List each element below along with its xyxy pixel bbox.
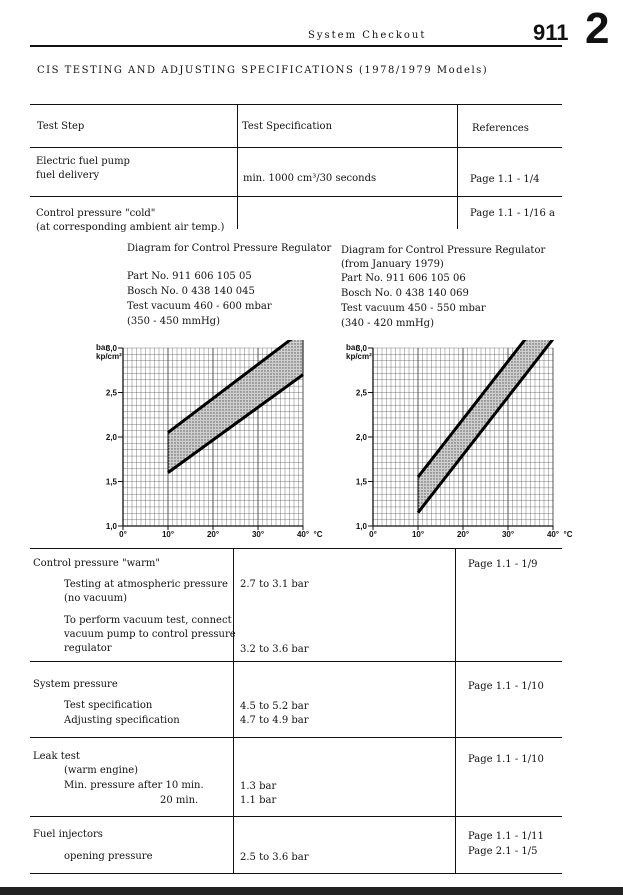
- leak-spec1: 1.3 bar: [240, 781, 277, 792]
- injectors-sub1: opening pressure: [64, 851, 153, 862]
- warm-sub2-line2: vacuum pump to control pressure: [64, 629, 236, 640]
- x-tick-label: 30°: [501, 530, 515, 539]
- page-bottom-bar: [0, 887, 623, 895]
- x-tick-label: 40°: [546, 530, 560, 539]
- diagram-right-vacuum: Test vacuum 450 - 550 mbar: [341, 303, 486, 314]
- diagram-left-title: Diagram for Control Pressure Regulator: [127, 243, 332, 254]
- warm-sub2-line3: regulator: [64, 643, 112, 654]
- x-tick-label: 30°: [251, 530, 265, 539]
- system-step: System pressure: [33, 679, 118, 690]
- warm-sub2-line1: To perform vacuum test, connect: [64, 615, 232, 626]
- leak-ref: Page 1.1 - 1/10: [468, 754, 544, 765]
- y-tick-label: 2,0: [105, 433, 117, 442]
- diagram-left-mmhg: (350 - 450 mmHg): [127, 316, 220, 327]
- leak-spec2: 1.1 bar: [240, 795, 277, 806]
- y-tick-label: 2,5: [105, 388, 117, 398]
- fuel-pump-step-1: Electric fuel pump: [36, 156, 130, 167]
- leak-step: Leak test: [33, 751, 80, 762]
- fuel-pump-ref: Page 1.1 - 1/4: [470, 174, 540, 185]
- system-sub2: Adjusting specification: [64, 715, 180, 726]
- leak-sub3: 20 min.: [160, 795, 199, 806]
- x-unit-label: °C: [313, 530, 323, 539]
- fuel-pump-step-2: fuel delivery: [36, 170, 100, 181]
- y-tick-label: 3,0: [355, 344, 367, 353]
- header-references: References: [472, 123, 529, 134]
- y-tick-label: 1,0: [355, 522, 367, 531]
- model-number: 911: [533, 20, 569, 45]
- warm-spec2: 3.2 to 3.6 bar: [240, 644, 309, 655]
- fuel-pump-spec: min. 1000 cm³/30 seconds: [243, 173, 377, 184]
- control-pressure-chart-right: [325, 340, 575, 545]
- warm-step: Control pressure "warm": [33, 558, 160, 569]
- y-unit-label-2: kp/cm²: [346, 352, 372, 361]
- injectors-ref1: Page 1.1 - 1/11: [468, 831, 544, 842]
- diagram-left-bosch: Bosch No. 0 438 140 045: [127, 286, 255, 297]
- x-tick-label: 40°: [296, 530, 310, 539]
- chapter-number: 2: [585, 4, 610, 53]
- diagram-right-date: (from January 1979): [341, 259, 444, 270]
- y-tick-label: 2,5: [355, 388, 367, 398]
- system-spec1: 4.5 to 5.2 bar: [240, 701, 309, 712]
- x-tick-label: 0°: [119, 530, 127, 539]
- page-subtitle: CIS TESTING AND ADJUSTING SPECIFICATIONS (1978/1979 Models): [37, 65, 489, 76]
- system-ref: Page 1.1 - 1/10: [468, 681, 544, 692]
- warm-sub1-line2: (no vacuum): [64, 593, 128, 604]
- y-unit-label-2: kp/cm²: [96, 352, 122, 361]
- y-tick-label: 1,5: [105, 477, 117, 487]
- header-rule: [30, 45, 562, 47]
- y-unit-label-1: bar: [96, 343, 109, 352]
- injectors-step: Fuel injectors: [33, 829, 103, 840]
- control-pressure-chart-left: [75, 340, 325, 545]
- injectors-spec: 2.5 to 3.6 bar: [240, 852, 309, 863]
- x-unit-label: °C: [563, 530, 573, 539]
- x-tick-label: 10°: [161, 530, 175, 539]
- diagram-right-title: Diagram for Control Pressure Regulator: [341, 245, 546, 256]
- diagram-right-part: Part No. 911 606 105 06: [341, 273, 466, 284]
- injectors-ref2: Page 2.1 - 1/5: [468, 846, 538, 857]
- y-tick-label: 2,0: [355, 433, 367, 442]
- diagram-left-part: Part No. 911 606 105 05: [127, 271, 252, 282]
- diagram-right-mmhg: (340 - 420 mmHg): [341, 318, 434, 329]
- warm-ref: Page 1.1 - 1/9: [468, 559, 538, 570]
- x-tick-label: 20°: [206, 530, 220, 539]
- x-tick-label: 0°: [369, 530, 377, 539]
- y-tick-label: 3,0: [105, 344, 117, 353]
- y-tick-label: 1,5: [355, 477, 367, 487]
- cold-step-2: (at corresponding ambient air temp.): [36, 222, 225, 233]
- cold-step-1: Control pressure "cold": [36, 208, 156, 219]
- section-title: System Checkout: [308, 30, 427, 41]
- diagram-right-bosch: Bosch No. 0 438 140 069: [341, 288, 469, 299]
- x-tick-label: 20°: [456, 530, 470, 539]
- cold-ref: Page 1.1 - 1/16 a: [470, 208, 555, 219]
- system-spec2: 4.7 to 4.9 bar: [240, 715, 309, 726]
- leak-sub1: (warm engine): [64, 765, 139, 776]
- system-sub1: Test specification: [64, 700, 153, 711]
- x-tick-label: 10°: [411, 530, 425, 539]
- y-tick-label: 1,0: [105, 522, 117, 531]
- warm-spec1: 2.7 to 3.1 bar: [240, 579, 309, 590]
- header-test-spec: Test Specification: [242, 121, 333, 132]
- leak-sub2: Min. pressure after 10 min.: [64, 780, 204, 791]
- y-unit-label-1: bar: [346, 343, 359, 352]
- header-test-step: Test Step: [37, 121, 85, 132]
- diagram-left-vacuum: Test vacuum 460 - 600 mbar: [127, 301, 272, 312]
- warm-sub1-line1: Testing at atmospheric pressure: [64, 579, 228, 590]
